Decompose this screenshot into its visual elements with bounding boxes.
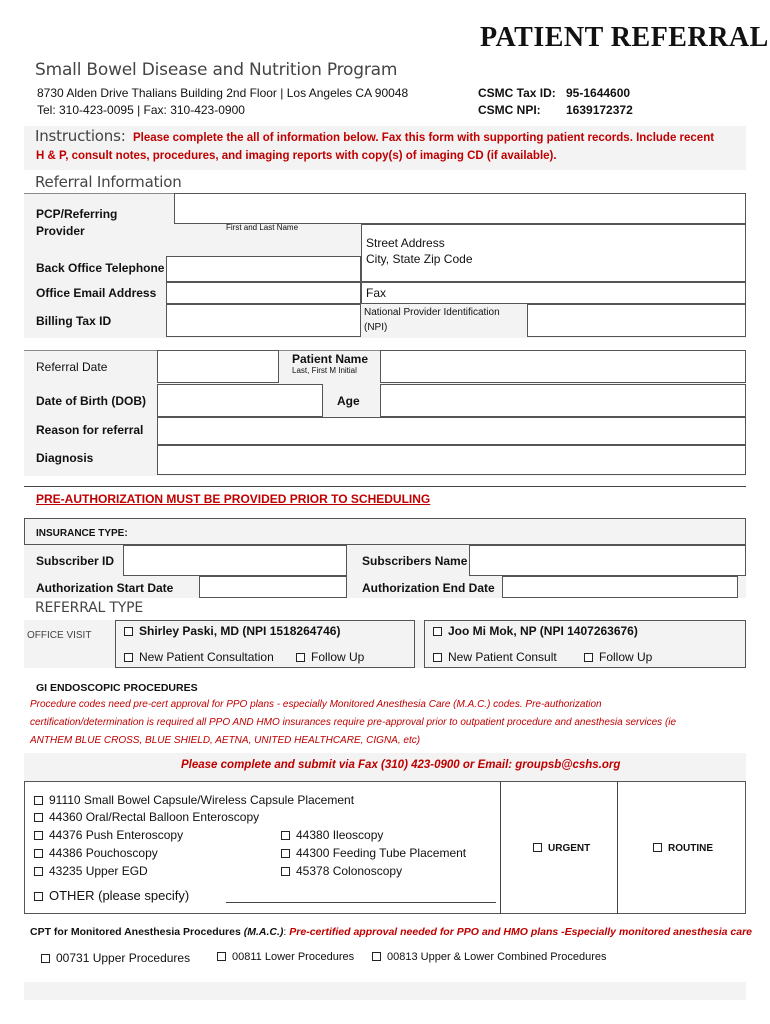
procedure-43235[interactable]: 43235 Upper EGD bbox=[34, 864, 148, 878]
cpt-00813[interactable]: 00813 Upper & Lower Combined Procedures bbox=[372, 951, 607, 963]
checkbox-icon[interactable] bbox=[533, 843, 542, 852]
first-last-hint: First and Last Name bbox=[226, 223, 299, 232]
street-address-label: Street Address bbox=[366, 236, 445, 250]
checkbox-icon[interactable] bbox=[281, 831, 290, 840]
insurance-type-field[interactable] bbox=[24, 518, 746, 545]
diagnosis-field[interactable] bbox=[157, 445, 746, 475]
instructions-heading: Instructions: bbox=[35, 127, 126, 145]
cpt-colon: : bbox=[283, 926, 287, 938]
procedure-91110[interactable]: 91110 Small Bowel Capsule/Wireless Capsule Placement bbox=[34, 793, 354, 807]
urgent-option[interactable]: URGENT bbox=[533, 843, 590, 854]
checkbox-icon[interactable] bbox=[433, 627, 442, 636]
back-office-label: Back Office Telephone bbox=[36, 261, 165, 275]
procedures-divider-2 bbox=[617, 781, 618, 914]
checkbox-icon[interactable] bbox=[281, 867, 290, 876]
checkbox-icon[interactable] bbox=[124, 627, 133, 636]
fax-label: Fax bbox=[366, 286, 387, 300]
checkbox-icon[interactable] bbox=[34, 813, 43, 822]
checkbox-icon[interactable] bbox=[433, 653, 442, 662]
npi-box-label-2: (NPI) bbox=[364, 322, 388, 333]
email-field[interactable] bbox=[166, 282, 361, 304]
procedure-45378[interactable]: 45378 Colonoscopy bbox=[281, 864, 402, 878]
preauth-notice: PRE-AUTHORIZATION MUST BE PROVIDED PRIOR TO SCHEDULING bbox=[36, 492, 431, 506]
procedure-44380[interactable]: 44380 Ileoscopy bbox=[281, 828, 383, 842]
gi-heading: GI ENDOSCOPIC PROCEDURES bbox=[36, 682, 198, 694]
back-office-field[interactable] bbox=[166, 256, 361, 282]
program-address: 8730 Alden Drive Thalians Building 2nd Floor | Los Angeles CA 90048 bbox=[37, 86, 409, 100]
procedure-other[interactable]: OTHER (please specify) bbox=[34, 888, 189, 903]
office-visit-label: OFFICE VISIT bbox=[27, 630, 92, 641]
reason-field[interactable] bbox=[157, 417, 746, 445]
provider-shirley-paski-option[interactable]: Shirley Paski, MD (NPI 1518264746) bbox=[124, 624, 340, 638]
npi-box-label: National Provider Identification bbox=[364, 307, 500, 318]
referral-info-heading: Referral Information bbox=[35, 173, 182, 191]
email-label: Office Email Address bbox=[36, 286, 157, 300]
subscriber-id-field[interactable] bbox=[123, 545, 347, 576]
follow-up-option-2[interactable]: Follow Up bbox=[584, 650, 652, 664]
auth-start-label: Authorization Start Date bbox=[36, 581, 174, 595]
patient-name-label: Patient Name bbox=[292, 352, 369, 366]
checkbox-icon[interactable] bbox=[296, 653, 305, 662]
new-patient-consult-option[interactable]: New Patient Consult bbox=[433, 650, 557, 664]
patient-name-hint: Last, First M Initial bbox=[292, 366, 357, 375]
patient-name-field[interactable] bbox=[380, 350, 746, 383]
page-title: PATIENT REFERRAL bbox=[480, 22, 769, 53]
checkbox-icon[interactable] bbox=[34, 892, 43, 901]
subscriber-name-label: Subscribers Name bbox=[362, 554, 468, 568]
checkbox-icon[interactable] bbox=[584, 653, 593, 662]
program-phone-fax: Tel: 310-423-0095 | Fax: 310-423-0900 bbox=[37, 103, 245, 117]
procedures-divider-1 bbox=[500, 781, 501, 914]
submit-instructions: Please complete and submit via Fax (310) 423-0900 or Email: groupsb@cshs.org bbox=[181, 759, 621, 771]
checkbox-icon[interactable] bbox=[34, 849, 43, 858]
gi-note-line1: Procedure codes need pre-cert approval for PPO plans - especially Monitored Anesthesia Care (M.A.C.) codes. Pre-authorization bbox=[30, 699, 602, 710]
dob-label: Date of Birth (DOB) bbox=[36, 394, 146, 408]
routine-option[interactable]: ROUTINE bbox=[653, 843, 713, 854]
other-specify-line[interactable] bbox=[226, 902, 496, 903]
checkbox-icon[interactable] bbox=[372, 952, 381, 961]
referral-date-label: Referral Date bbox=[36, 360, 108, 374]
procedure-44376[interactable]: 44376 Push Enteroscopy bbox=[34, 828, 183, 842]
cpt-00731[interactable]: 00731 Upper Procedures bbox=[41, 951, 190, 965]
cpt-mac: (M.A.C.) bbox=[243, 926, 284, 938]
npi-value: 1639172372 bbox=[566, 103, 633, 117]
referral-type-heading: REFERRAL TYPE bbox=[35, 600, 143, 616]
checkbox-icon[interactable] bbox=[41, 954, 50, 963]
pcp-name-field[interactable] bbox=[174, 193, 746, 224]
fax-field[interactable] bbox=[361, 282, 746, 304]
checkbox-icon[interactable] bbox=[34, 831, 43, 840]
reason-label: Reason for referral bbox=[36, 423, 144, 437]
tax-id-value: 95-1644600 bbox=[566, 86, 631, 100]
checkbox-icon[interactable] bbox=[34, 867, 43, 876]
npi-label: CSMC NPI: bbox=[478, 103, 541, 117]
program-name: Small Bowel Disease and Nutrition Program bbox=[35, 60, 398, 80]
referral-date-field[interactable] bbox=[157, 350, 279, 383]
instructions-line2: H & P, consult notes, procedures, and imaging reports with copy(s) of imaging CD (if available). bbox=[36, 150, 557, 162]
age-field[interactable] bbox=[380, 384, 746, 417]
auth-end-field[interactable] bbox=[502, 576, 738, 598]
gi-note-line3: ANTHEM BLUE CROSS, BLUE SHIELD, AETNA, UNITED HEALTHCARE, CIGNA, etc) bbox=[30, 735, 421, 746]
cpt-line bbox=[30, 926, 752, 938]
new-patient-consultation-option[interactable]: New Patient Consultation bbox=[124, 650, 274, 664]
checkbox-icon[interactable] bbox=[281, 849, 290, 858]
footer-band bbox=[24, 982, 746, 1000]
auth-end-label: Authorization End Date bbox=[362, 581, 495, 595]
insurance-type-label: INSURANCE TYPE: bbox=[36, 528, 128, 539]
npi-field[interactable] bbox=[527, 304, 746, 337]
subscriber-id-label: Subscriber ID bbox=[36, 554, 115, 568]
gi-note-line2: certification/determination is required all PPO AND HMO insurances require pre-approval prior to outpatient procedure and anesthesia services (ie bbox=[30, 717, 677, 728]
instructions-line1: Please complete the all of information below. Fax this form with supporting patient records. Include recent bbox=[133, 132, 715, 144]
billing-tax-label: Billing Tax ID bbox=[36, 314, 112, 328]
city-state-zip-label: City, State Zip Code bbox=[366, 252, 473, 266]
billing-tax-field[interactable] bbox=[166, 304, 361, 337]
checkbox-icon[interactable] bbox=[653, 843, 662, 852]
cpt-note: Pre-certified approval needed for PPO and HMO plans -Especially monitored anesthesia care bbox=[289, 926, 752, 938]
checkbox-icon[interactable] bbox=[124, 653, 133, 662]
pcp-label-2: Provider bbox=[36, 224, 85, 238]
procedure-44300[interactable]: 44300 Feeding Tube Placement bbox=[281, 846, 466, 860]
cpt-label: CPT for Monitored Anesthesia Procedures bbox=[30, 926, 241, 938]
pcp-label: PCP/Referring bbox=[36, 207, 118, 221]
preauth-divider bbox=[24, 486, 746, 487]
checkbox-icon[interactable] bbox=[34, 796, 43, 805]
cpt-00811[interactable]: 00811 Lower Procedures bbox=[217, 951, 354, 963]
follow-up-option-1[interactable]: Follow Up bbox=[296, 650, 364, 664]
dob-field[interactable] bbox=[157, 384, 323, 417]
procedure-44386[interactable]: 44386 Pouchoscopy bbox=[34, 846, 158, 860]
age-label: Age bbox=[337, 394, 360, 408]
checkbox-icon[interactable] bbox=[217, 952, 226, 961]
auth-start-field[interactable] bbox=[199, 576, 347, 598]
tax-id-label: CSMC Tax ID: bbox=[478, 86, 556, 100]
procedure-44360[interactable]: 44360 Oral/Rectal Balloon Enteroscopy bbox=[34, 810, 259, 824]
provider-joo-mi-mok-option[interactable]: Joo Mi Mok, NP (NPI 1407263676) bbox=[433, 624, 638, 638]
subscriber-name-field[interactable] bbox=[469, 545, 746, 576]
diagnosis-label: Diagnosis bbox=[36, 451, 94, 465]
